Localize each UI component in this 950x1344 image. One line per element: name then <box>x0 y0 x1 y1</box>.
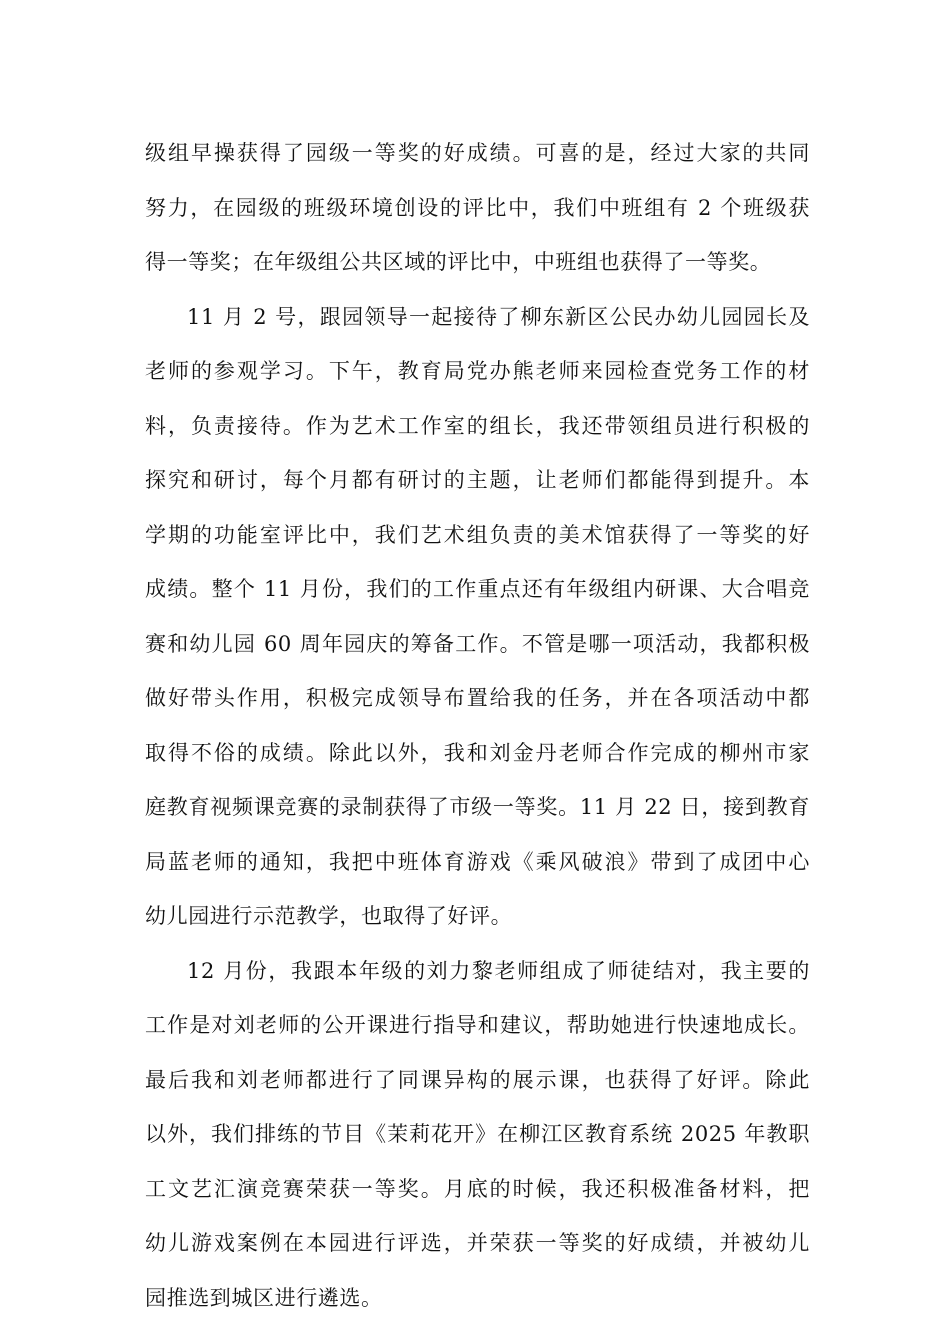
paragraph-3-line-3: 最后我和刘老师都进行了同课异构的展示课，也获得了好评。除此 <box>145 1067 810 1092</box>
paragraph-2-line-4: 探究和研讨，每个月都有研讨的主题，让老师们都能得到提升。本 <box>145 468 810 492</box>
paragraph-2-line-9: 取得不俗的成绩。除此以外，我和刘金丹老师合作完成的柳州市家 <box>145 740 810 765</box>
paragraph-2-line-11: 局蓝老师的通知，我把中班体育游戏《乘风破浪》带到了成团中心 <box>145 849 810 874</box>
paragraph-2-line-5: 学期的功能室评比中，我们艺术组负责的美术馆获得了一等奖的好 <box>145 522 810 547</box>
paragraph-3-line-1: 12 月份，我跟本年级的刘力黎老师组成了师徒结对，我主要的 <box>187 958 810 983</box>
paragraph-3-line-7: 园推选到城区进行遴选。 <box>145 1285 383 1310</box>
document-body <box>145 126 810 1325</box>
paragraph-3-line-4: 以外，我们排练的节目《茉莉花开》在柳江区教育系统 2025 年教职 <box>145 1122 810 1146</box>
paragraph-2-line-7: 赛和幼儿园 60 周年园庆的筹备工作。不管是哪一项活动，我都积极 <box>145 631 810 656</box>
paragraph-2-line-8: 做好带头作用，积极完成领导布置给我的任务，并在各项活动中都 <box>145 686 810 710</box>
paragraph-1-line-2: 努力，在园级的班级环境创设的评比中，我们中班组有 2 个班级获 <box>145 195 810 220</box>
paragraph-2-line-12: 幼儿园进行示范教学，也取得了好评。 <box>145 904 513 928</box>
paragraph-1-line-3: 得一等奖；在年级组公共区域的评比中，中班组也获得了一等奖。 <box>145 250 772 274</box>
paragraph-2-line-6: 成绩。整个 11 月份，我们的工作重点还有年级组内研课、大合唱竞 <box>145 577 810 601</box>
paragraph-3-line-2: 工作是对刘老师的公开课进行指导和建议，帮助她进行快速地成长。 <box>145 1013 810 1037</box>
paragraph-2-line-1: 11 月 2 号，跟园领导一起接待了柳东新区公民办幼儿园园长及 <box>187 304 810 329</box>
paragraph-3-line-6: 幼儿游戏案例在本园进行评选，并荣获一等奖的好成绩，并被幼儿 <box>145 1231 810 1255</box>
paragraph-2-line-2: 老师的参观学习。下午，教育局党办熊老师来园检查党务工作的材 <box>145 359 810 383</box>
paragraph-2-line-10: 庭教育视频课竞赛的录制获得了市级一等奖。11 月 22 日，接到教育 <box>145 795 810 819</box>
paragraph-1-line-1: 级组早操获得了园级一等奖的好成绩。可喜的是，经过大家的共同 <box>145 141 810 165</box>
paragraph-2-line-3: 料，负责接待。作为艺术工作室的组长，我还带领组员进行积极的 <box>145 413 810 438</box>
paragraph-3-line-5: 工文艺汇演竞赛荣获一等奖。月底的时候，我还积极准备材料，把 <box>145 1176 810 1201</box>
